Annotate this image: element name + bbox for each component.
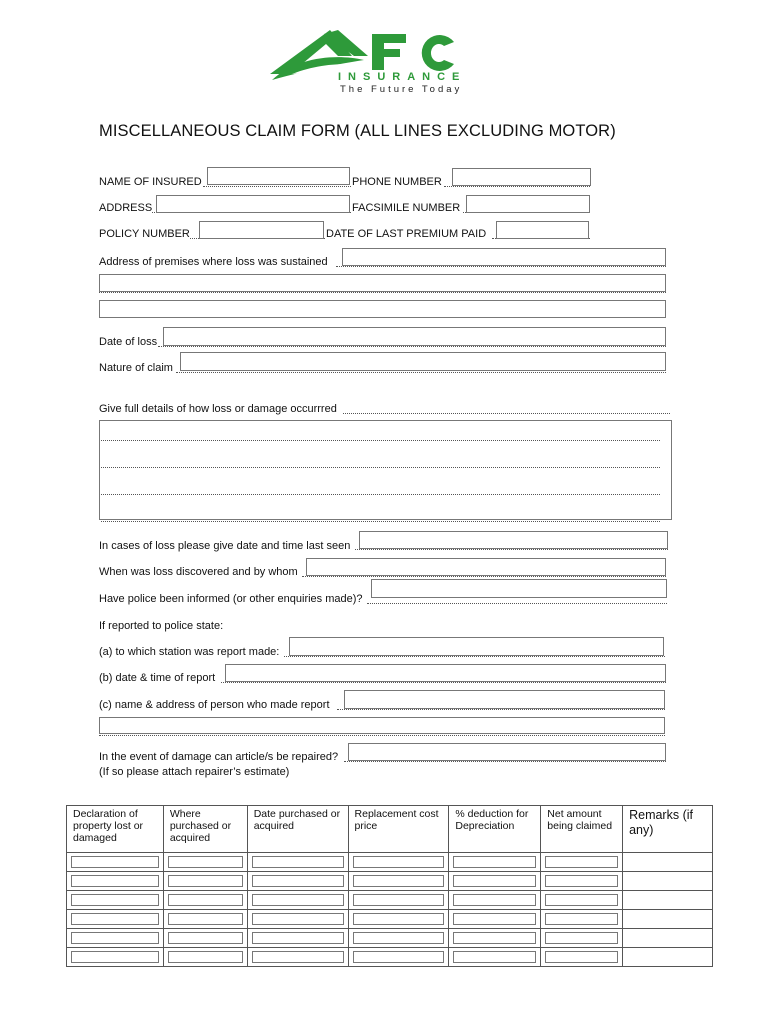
table-cell[interactable]: [541, 948, 623, 967]
address-label: ADDRESS: [99, 202, 153, 214]
table-cell[interactable]: [623, 948, 713, 967]
nature-of-claim-dots: [176, 372, 666, 373]
company-logo: [268, 26, 508, 96]
premises-address-field-3[interactable]: [99, 300, 666, 318]
repaired-dots: [344, 761, 666, 762]
table-cell[interactable]: [247, 872, 348, 891]
discovered-field[interactable]: [306, 558, 666, 576]
table-cell[interactable]: [449, 910, 541, 929]
table-cell[interactable]: [449, 948, 541, 967]
table-cell[interactable]: [163, 872, 247, 891]
name-of-insured-field[interactable]: [207, 167, 350, 185]
table-cell[interactable]: [623, 910, 713, 929]
police-informed-field[interactable]: [371, 579, 667, 598]
table-cell[interactable]: [67, 929, 164, 948]
table-cell[interactable]: [541, 872, 623, 891]
policy-number-field[interactable]: [199, 221, 324, 239]
table-row: [67, 929, 713, 948]
table-cell[interactable]: [247, 853, 348, 872]
date-of-loss-field[interactable]: [163, 327, 666, 346]
table-cell[interactable]: [67, 948, 164, 967]
table-cell[interactable]: [623, 853, 713, 872]
table-cell[interactable]: [247, 948, 348, 967]
table-row: [67, 853, 713, 872]
table-cell[interactable]: [348, 872, 449, 891]
nature-of-claim-field[interactable]: [180, 352, 666, 371]
reporter-dots-2: [99, 735, 665, 736]
header-net-amount: Net amount being claimed: [541, 806, 623, 853]
header-replacement-cost: Replacement cost price: [348, 806, 449, 853]
table-cell[interactable]: [67, 853, 164, 872]
table-cell[interactable]: [449, 853, 541, 872]
table-cell[interactable]: [163, 929, 247, 948]
table-cell[interactable]: [449, 891, 541, 910]
header-where-purchased: Where purchased or acquired: [163, 806, 247, 853]
table-cell[interactable]: [541, 929, 623, 948]
reporter-field[interactable]: [344, 690, 665, 709]
table-cell[interactable]: [163, 910, 247, 929]
repaired-label: In the event of damage can article/s be repaired?: [99, 751, 339, 763]
table-cell[interactable]: [67, 910, 164, 929]
table-header-row: [67, 806, 713, 853]
report-date-dots: [221, 682, 666, 683]
table-cell[interactable]: [541, 910, 623, 929]
reporter-label: (c) name & address of person who made report: [99, 699, 330, 711]
address-field[interactable]: [156, 195, 350, 213]
premises-address-dots: [336, 266, 666, 267]
premises-address-dots-2: [99, 292, 666, 293]
table-cell[interactable]: [348, 948, 449, 967]
details-dots-2: [101, 467, 660, 468]
last-seen-dots: [355, 549, 668, 550]
police-informed-label: Have police been informed (or other enquiries made)?: [99, 593, 363, 605]
table-cell[interactable]: [67, 872, 164, 891]
police-state-label: If reported to police state:: [99, 620, 224, 632]
discovered-dots: [302, 576, 666, 577]
station-field[interactable]: [289, 637, 664, 656]
logo-sub-text: INSURANCE: [338, 71, 467, 83]
table-cell[interactable]: [541, 891, 623, 910]
table-cell[interactable]: [348, 853, 449, 872]
phone-number-dots: [444, 186, 590, 187]
station-dots: [284, 656, 665, 657]
table-cell[interactable]: [67, 891, 164, 910]
table-cell[interactable]: [348, 891, 449, 910]
station-label: (a) to which station was report made:: [99, 646, 280, 658]
table-cell[interactable]: [623, 891, 713, 910]
table-cell[interactable]: [348, 929, 449, 948]
table-cell[interactable]: [449, 929, 541, 948]
header-remarks: Remarks (if any): [623, 806, 713, 853]
premises-address-label: Address of premises where loss was sustained: [99, 256, 328, 268]
table-row: [67, 910, 713, 929]
report-date-label: (b) date & time of report: [99, 672, 216, 684]
table-cell[interactable]: [541, 853, 623, 872]
facsimile-number-field[interactable]: [466, 195, 590, 213]
date-of-loss-dots: [158, 346, 666, 347]
premises-address-field-1[interactable]: [342, 248, 666, 266]
form-title: MISCELLANEOUS CLAIM FORM (ALL LINES EXCLUDING MOTOR): [99, 122, 616, 140]
details-textarea[interactable]: [99, 420, 672, 520]
nature-of-claim-label: Nature of claim: [99, 362, 173, 374]
table-cell[interactable]: [348, 910, 449, 929]
details-dots-1: [101, 440, 660, 441]
table-cell[interactable]: [247, 891, 348, 910]
name-of-insured-label: NAME OF INSURED: [99, 176, 202, 188]
phone-number-field[interactable]: [452, 168, 591, 186]
logo-tagline: The Future Today: [340, 84, 463, 95]
table-cell[interactable]: [623, 929, 713, 948]
phone-number-label: PHONE NUMBER: [352, 176, 442, 188]
table-cell[interactable]: [247, 929, 348, 948]
report-date-field[interactable]: [225, 664, 666, 682]
reporter-dots: [337, 709, 665, 710]
last-seen-field[interactable]: [359, 531, 668, 549]
header-depreciation: % deduction for Depreciation: [449, 806, 541, 853]
details-dots-4: [101, 521, 660, 522]
header-date-purchased: Date purchased or acquired: [247, 806, 348, 853]
repaired-field[interactable]: [348, 743, 666, 761]
table-cell[interactable]: [163, 891, 247, 910]
date-last-premium-label: DATE OF LAST PREMIUM PAID: [326, 228, 487, 240]
police-informed-dots: [367, 603, 667, 604]
name-of-insured-dots: [203, 186, 351, 187]
last-seen-label: In cases of loss please give date and time last seen: [99, 540, 351, 552]
table-cell[interactable]: [623, 872, 713, 891]
reporter-field-2[interactable]: [99, 717, 665, 734]
details-dots-0: [343, 413, 670, 414]
table-row: [67, 872, 713, 891]
table-cell[interactable]: [163, 853, 247, 872]
repairer-note: (If so please attach repairer’s estimate): [99, 766, 290, 778]
header-declaration: Declaration of property lost or damaged: [67, 806, 164, 853]
discovered-label: When was loss discovered and by whom: [99, 566, 298, 578]
facsimile-number-label: FACSIMILE NUMBER: [352, 202, 461, 214]
claim-items-table: [66, 805, 713, 967]
table-row: [67, 891, 713, 910]
table-row: [67, 948, 713, 967]
date-of-loss-label: Date of loss: [99, 336, 158, 348]
details-label: Give full details of how loss or damage occurrred: [99, 403, 337, 415]
table-cell[interactable]: [163, 948, 247, 967]
table-cell[interactable]: [247, 910, 348, 929]
details-dots-3: [101, 494, 660, 495]
date-last-premium-field[interactable]: [496, 221, 589, 239]
table-cell[interactable]: [449, 872, 541, 891]
policy-number-label: POLICY NUMBER: [99, 228, 190, 240]
premises-address-field-2[interactable]: [99, 274, 666, 292]
